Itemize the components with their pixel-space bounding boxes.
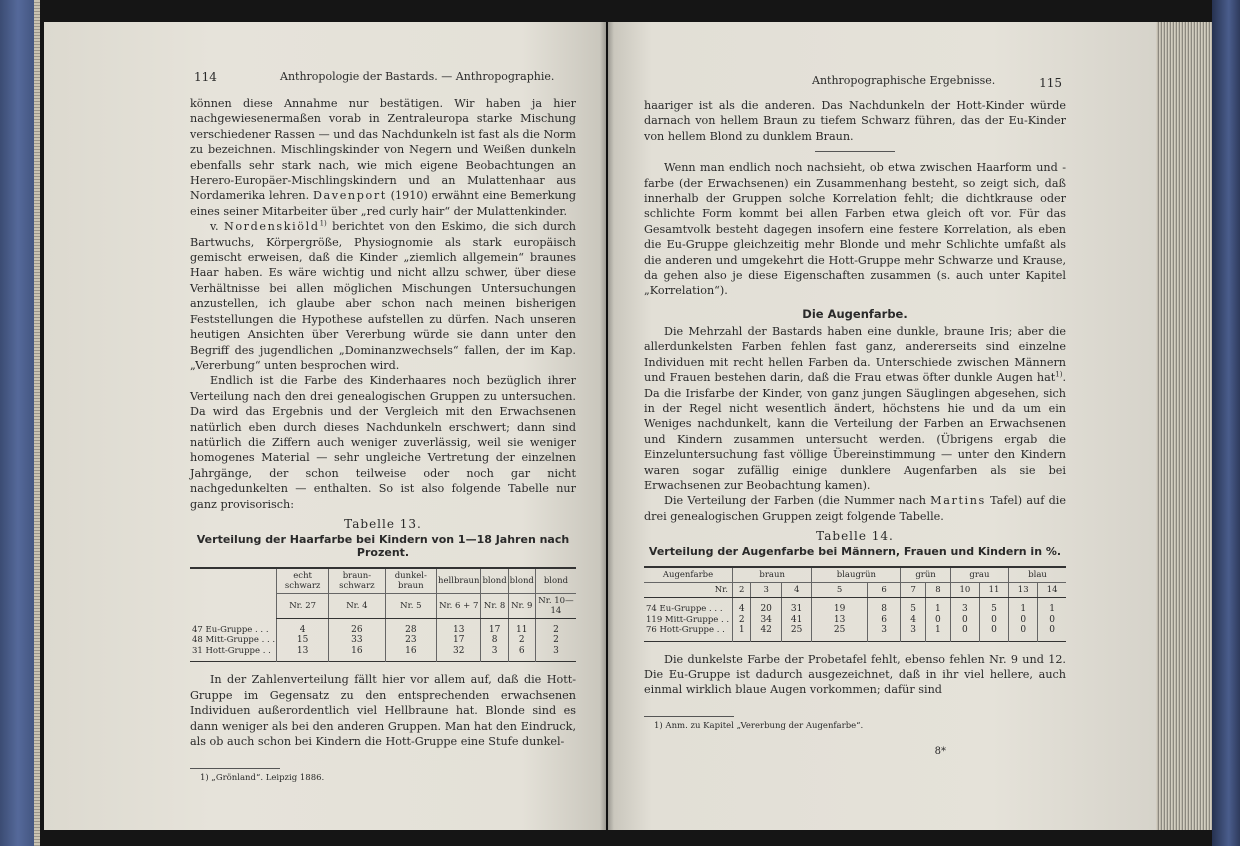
cell: 0 (1009, 615, 1038, 626)
cell: 32 (437, 646, 481, 662)
row-header-cell (190, 568, 277, 619)
signature-mark: 8* (934, 745, 946, 757)
cell: 13 (437, 618, 481, 635)
section-heading: Die Augenfarbe. (802, 306, 908, 321)
cell: 1 (1038, 598, 1066, 615)
group-header: braun (733, 567, 812, 583)
table-13-title: Tabelle 13. (344, 516, 422, 531)
cell: 0 (979, 625, 1008, 641)
cell: 16 (329, 646, 385, 662)
table-13-caption: Verteilung der Haarfarbe bei Kindern von 1—18 Jahren nach Prozent. (196, 532, 570, 559)
cell: 4 (277, 618, 329, 635)
cell: 15 (277, 635, 329, 646)
cell: 19 (812, 598, 867, 615)
cell: 41 (781, 615, 811, 626)
cell: 23 (385, 635, 436, 646)
row-label: 74 Eu-Gruppe . . . (646, 604, 723, 615)
footnote-left: 1) „Grönland“. Leipzig 1886. (200, 772, 325, 783)
column-header: blond (481, 568, 508, 594)
book-spine-left (0, 0, 40, 846)
cell: 13 (277, 646, 329, 662)
cell: 8 (867, 598, 901, 615)
cell: 28 (385, 618, 436, 635)
cell: 0 (1009, 625, 1038, 641)
paragraph-right-1: haariger ist als die anderen. Das Nachdunkeln der Hott-Kinder würde darnach von hellem Braun zu tiefem Schwarz führen, das der Eu-Kinder von hellem Blond zu dunklem Braun. (644, 99, 1066, 143)
cell: 1 (926, 625, 951, 641)
text: (1910) erwähnt eine Bemerkung eines seiner Mitarbeiter über „red curly hair“ der Mulattenkinder. (190, 189, 576, 218)
column-number: 5 (812, 583, 867, 598)
group-header: blaugrün (812, 567, 901, 583)
cell: 4 (733, 598, 751, 615)
footnote-rule (190, 768, 280, 769)
group-header: blau (1009, 567, 1066, 583)
cell: 0 (950, 615, 979, 626)
cell: 20 (751, 598, 781, 615)
running-title-right: Anthropographische Ergebnisse. (812, 74, 996, 87)
cell: 1 (926, 598, 951, 615)
table-row (190, 635, 576, 646)
paragraph-right-3 (644, 324, 1066, 493)
book-gutter-shadow (600, 22, 614, 830)
column-number: 2 (733, 583, 751, 598)
cell: 26 (329, 618, 385, 635)
text: Die Verteilung der Farben (die Nummer nach (664, 494, 926, 508)
column-header: blond (508, 568, 535, 594)
cell: 2 (535, 635, 576, 646)
cell: 1 (733, 625, 751, 641)
cell: 25 (781, 625, 811, 641)
table-header-row (644, 567, 1066, 583)
table-row (644, 615, 1066, 626)
cell: 0 (926, 615, 951, 626)
section-divider (815, 151, 895, 152)
text: Tafel) auf die drei genealogischen Gruppen zeigt folgende Tabelle. (644, 494, 1066, 523)
column-number: 7 (901, 583, 926, 598)
table-14-title: Tabelle 14. (816, 529, 894, 544)
cell: 33 (329, 635, 385, 646)
cell: 1 (1009, 598, 1038, 615)
footnote-rule (644, 716, 734, 717)
row-label: 76 Hott-Gruppe . . (646, 625, 725, 636)
page-edges-right (1154, 22, 1212, 830)
column-number: 4 (781, 583, 811, 598)
paragraph-left-4: In der Zahlenverteilung fällt hier vor allem auf, daß die Hott-Gruppe im Gegensatz zu den entsprechenden erwachsenen Individuen außerordentlich viel Hellbraune hat. Blonde sind es dann weniger als bei den anderen Gruppen. Man hat den Eindruck, als ob auch schon bei Kindern die Hott-Gruppe eine Stufe dunkel- (190, 673, 576, 749)
row-label: 119 Mitt-Gruppe . . (646, 614, 730, 625)
cell: 42 (751, 625, 781, 641)
cell: 5 (979, 598, 1008, 615)
text: können diese Annahme nur bestätigen. Wir haben ja hier nachgewiesenermaßen vorab in Zentraleuropa starke Mischung verschiedener Rassen — und das Nachdunkeln ist fast als die Norm zu bezeichnen. Mischlingskinder von Negern und Weißen dunkeln ebenfalls sehr stark nach, wie mich eigene Beobachtungen an Herero-Europäer-Mischlingskindern und an Mulattenhaar aus Nordamerika lehren. (190, 97, 576, 203)
cell: 4 (901, 615, 926, 626)
cell: 0 (979, 615, 1008, 626)
cell: 31 (781, 598, 811, 615)
cell: 3 (950, 598, 979, 615)
cell: 0 (950, 625, 979, 641)
cell: 16 (385, 646, 436, 662)
column-number: 6 (867, 583, 901, 598)
cell: 0 (1038, 625, 1066, 641)
cell: 2 (733, 615, 751, 626)
text: Die Mehrzahl der Bastards haben eine dunkle, braune Iris; aber die allerdunkelsten Farben fehlen fast ganz, andererseits sind einzelne Individuen mit recht hellen Farben da. Unterschiede zwischen Männern und Frauen bestehen darin, daß die Frau etwas öfter dunkle Augen hat (644, 324, 1066, 385)
cell: 17 (481, 618, 508, 635)
table-header-row (190, 568, 576, 594)
cell: 17 (437, 635, 481, 646)
running-head-right (644, 72, 1066, 94)
right-page (608, 22, 1156, 830)
column-number: Nr. 10—14 (535, 593, 576, 618)
column-number: Nr. 9 (508, 593, 535, 618)
cell: 0 (1038, 615, 1066, 626)
nr-label: Nr. (644, 583, 733, 598)
paragraph-right-5: Die dunkelste Farbe der Probetafel fehlt, ebenso fehlen Nr. 9 und 12. Die Eu-Gruppe ist dadurch ausgezeichnet, daß in ihr viel hellere, auch einmal wirklich blaue Augen vorkommen; dafür sind (644, 652, 1066, 697)
column-number: 14 (1038, 583, 1066, 598)
paragraph-left-1 (190, 96, 576, 219)
group-header: grün (901, 567, 950, 583)
table-14 (644, 566, 1066, 642)
row-header: Augenfarbe (662, 570, 714, 581)
column-number: 11 (979, 583, 1008, 598)
cell: 13 (812, 615, 867, 626)
table-number-row (644, 583, 1066, 598)
column-number: Nr. 5 (385, 593, 436, 618)
text: berichtet von den Eskimo, die sich durch Bartwuchs, Körpergröße, Physiognomie als stark europäisch gemischt erweisen, daß die Kinder „ziemlich allgemein“ braunes Haar haben. Es wäre wichtig und nicht allzu schwer, über diese Verhältnisse bei allen möglichen Mischungen Untersuchungen anzustellen, ich glaube aber schon nach meinen bisherigen Feststellungen die Hypothese aufstellen zu dürfen. Nach unseren heutigen Ansichten über Vererbung würde sie dann unter den Begriff des jugendlichen „Dominanzwechsels“ fallen, der im Kap. „Vererbung“ unten besprochen wird. (190, 220, 576, 372)
column-number: Nr. 4 (329, 593, 385, 618)
table-row (190, 618, 576, 635)
cell: 3 (867, 625, 901, 641)
column-number: Nr. 8 (481, 593, 508, 618)
cell: 2 (508, 635, 535, 646)
column-header: dunkel-braun (385, 568, 436, 594)
paragraph-right-2: Wenn man endlich noch nachsieht, ob etwa zwischen Haarform und -farbe (der Erwachsenen) ein Zusammenhang besteht, so zeigt sich, daß innerhalb der Gruppen solche Korrelation fehlt; die dichtkrause oder schlichte Form kommt bei allen Farben etwa gleich oft vor. Für das Gesamtvolk besteht dagegen insofern eine festere Korrelation, als eben die Eu-Gruppe gleichzeitig mehr Blonde und mehr Schlichte umfaßt als die anderen und umgekehrt die Hott-Gruppe mehr Schwarze und Krause, da gehen also je diese Eigenschaften zusammen (s. auch unter Kapitel „Korrelation“). (644, 161, 1066, 298)
paragraph-left-2 (190, 219, 576, 373)
footnote-right: 1) Anm. zu Kapitel „Vererbung der Augenfarbe“. (654, 720, 864, 731)
cell: 11 (508, 618, 535, 635)
table-row (190, 646, 576, 662)
table-row (644, 625, 1066, 641)
group-header: grau (950, 567, 1008, 583)
paragraph-left-3: Endlich ist die Farbe des Kinderhaares noch bezüglich ihrer Verteilung nach den drei genealogischen Gruppen zu untersuchen. Da wird das Ergebnis und der Vergleich mit den Erwachsenen natürlich eben durch dieses Nachdunkeln erschwert; dann sind natürlich die Ziffern auch weniger zuverlässig, weil sie weniger homogenes Material — sehr ungleiche Vertretung der einzelnen Jahrgänge, der schon teilweise oder noch gar nicht nachgedunkelten — enthalten. So ist also folgende Tabelle nur ganz provisorisch: (190, 374, 576, 511)
cell: 5 (901, 598, 926, 615)
column-header: hellbraun (437, 568, 481, 594)
column-header: echt schwarz (277, 568, 329, 594)
column-number: 10 (950, 583, 979, 598)
cell: 3 (535, 646, 576, 662)
left-page (44, 22, 606, 830)
author-name: Davenport (312, 189, 387, 203)
column-number: Nr. 27 (277, 593, 329, 618)
page-number-right: 115 (1039, 76, 1062, 90)
cell: 2 (535, 618, 576, 635)
column-header: braun-schwarz (329, 568, 385, 594)
column-number: 3 (751, 583, 781, 598)
row-label: 48 Mitt-Gruppe . . . (192, 635, 276, 646)
footnote-ref: 1) (319, 219, 327, 228)
author-name: Nordenskiöld (223, 220, 320, 234)
cell: 8 (481, 635, 508, 646)
row-label: 31 Hott-Gruppe . . (192, 645, 271, 656)
running-title-left: Anthropologie der Bastards. — Anthropographie. (280, 70, 555, 83)
book-cover-right (1212, 0, 1240, 846)
text: v. (210, 220, 219, 234)
table-13 (190, 567, 576, 663)
column-number: 13 (1009, 583, 1038, 598)
table-row (644, 598, 1066, 615)
cell: 3 (901, 625, 926, 641)
column-number: 8 (926, 583, 951, 598)
footnote-ref: 1) (1055, 370, 1063, 379)
author-name: Martins (930, 494, 986, 508)
column-number: Nr. 6 + 7 (437, 593, 481, 618)
page-number-left: 114 (194, 70, 217, 84)
cell: 3 (481, 646, 508, 662)
text: . Da die Irisfarbe der Kinder, von ganz jungen Säuglingen abgesehen, sich in der Regel nicht wesentlich ändert, höchstens hie und da um ein Weniges nachdunkelt, kann die Verteilung der Farben an Erwachsenen und Kindern zusammen untersucht werden. (Übrigens ergab die Einzeluntersuchung fast völlige Übereinstimmung — unter den Kindern waren sogar zufällig einige dunklere Augenfarben als sie bei Erwachsenen zur Beobachtung kamen). (644, 371, 1066, 492)
paragraph-right-4 (644, 493, 1066, 524)
cell: 6 (867, 615, 901, 626)
row-label: 47 Eu-Gruppe . . . (192, 624, 269, 635)
cell: 6 (508, 646, 535, 662)
running-head-left (190, 70, 576, 92)
cell: 25 (812, 625, 867, 641)
table-14-caption: Verteilung der Augenfarbe bei Männern, Frauen und Kindern in %. (648, 545, 1062, 559)
column-header: blond (535, 568, 576, 594)
cell: 34 (751, 615, 781, 626)
